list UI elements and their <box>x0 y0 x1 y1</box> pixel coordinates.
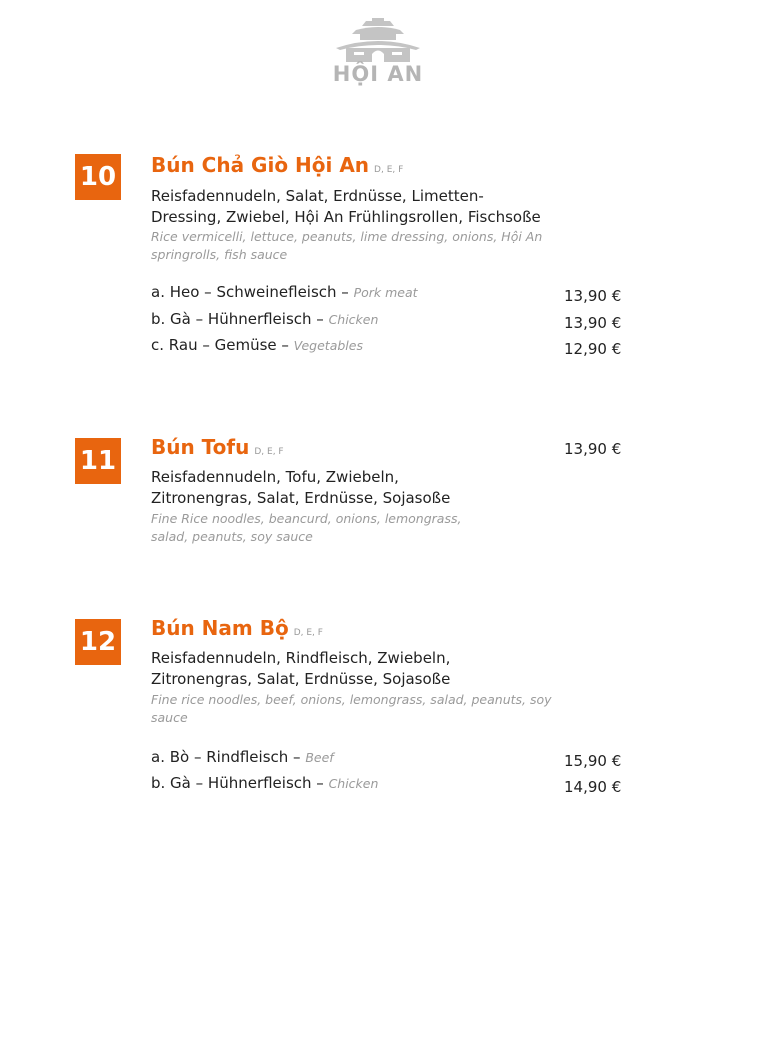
option-row <box>151 336 363 354</box>
item-number: 12 <box>75 619 121 665</box>
item-title-text: Bún Nam Bộ <box>151 616 289 640</box>
restaurant-logo <box>332 18 424 92</box>
item-title <box>151 153 403 177</box>
option-row <box>151 748 334 766</box>
item-number: 11 <box>75 438 121 484</box>
item-title <box>151 435 284 459</box>
allergen-codes: D, E, F <box>254 447 284 457</box>
logo-text: HỘI AN <box>332 62 424 86</box>
description-line: Fine Rice noodles, beancurd, onions, lemongrass, <box>151 511 462 526</box>
option-label: a. Heo – Schweinefleisch – <box>151 283 354 301</box>
allergen-codes: D, E, F <box>293 628 323 638</box>
option-label: b. Gà – Hühnerfleisch – <box>151 310 329 328</box>
option-label: a. Bò – Rindfleisch – <box>151 748 306 766</box>
item-price: 13,90 € <box>564 440 622 458</box>
description-line: springrolls, fish sauce <box>151 247 288 262</box>
option-english: Chicken <box>328 312 379 327</box>
item-description-en <box>151 691 552 727</box>
allergen-codes: D, E, F <box>374 165 404 175</box>
item-description-en <box>151 510 461 546</box>
item-title-text: Bún Chả Giò Hội An <box>151 153 370 177</box>
option-row <box>151 310 378 328</box>
description-line: Reisfadennudeln, Rindfleisch, Zwiebeln, <box>151 649 451 667</box>
item-title <box>151 616 323 640</box>
description-line: Reisfadennudeln, Salat, Erdnüsse, Limetten- <box>151 187 484 205</box>
option-price: 12,90 € <box>564 340 622 358</box>
description-line: Zitronengras, Salat, Erdnüsse, Sojasoße <box>151 489 451 507</box>
option-row <box>151 283 418 301</box>
pagoda-gate-icon <box>332 18 424 66</box>
item-description-de <box>151 648 450 690</box>
item-description-en <box>151 228 542 264</box>
option-price: 13,90 € <box>564 287 622 305</box>
item-description-de <box>151 186 541 228</box>
description-line: Zitronengras, Salat, Erdnüsse, Sojasoße <box>151 670 451 688</box>
option-price: 13,90 € <box>564 314 622 332</box>
description-line: salad, peanuts, soy sauce <box>151 529 313 544</box>
option-english: Beef <box>305 750 334 765</box>
option-label: b. Gà – Hühnerfleisch – <box>151 774 329 792</box>
option-price: 15,90 € <box>564 752 622 770</box>
option-row <box>151 774 378 792</box>
option-english: Pork meat <box>353 285 418 300</box>
option-price: 14,90 € <box>564 778 622 796</box>
description-line: Reisfadennudeln, Tofu, Zwiebeln, <box>151 468 399 486</box>
option-english: Chicken <box>328 776 379 791</box>
item-number: 10 <box>75 154 121 200</box>
option-label: c. Rau – Gemüse – <box>151 336 294 354</box>
option-english: Vegetables <box>293 338 363 353</box>
description-line: Dressing, Zwiebel, Hội An Frühlingsrollen, Fischsoße <box>151 208 541 226</box>
description-line: sauce <box>151 710 188 725</box>
description-line: Fine rice noodles, beef, onions, lemongrass, salad, peanuts, soy <box>151 692 552 707</box>
item-title-text: Bún Tofu <box>151 435 250 459</box>
description-line: Rice vermicelli, lettuce, peanuts, lime dressing, onions, Hội An <box>151 229 543 244</box>
item-description-de <box>151 467 450 509</box>
